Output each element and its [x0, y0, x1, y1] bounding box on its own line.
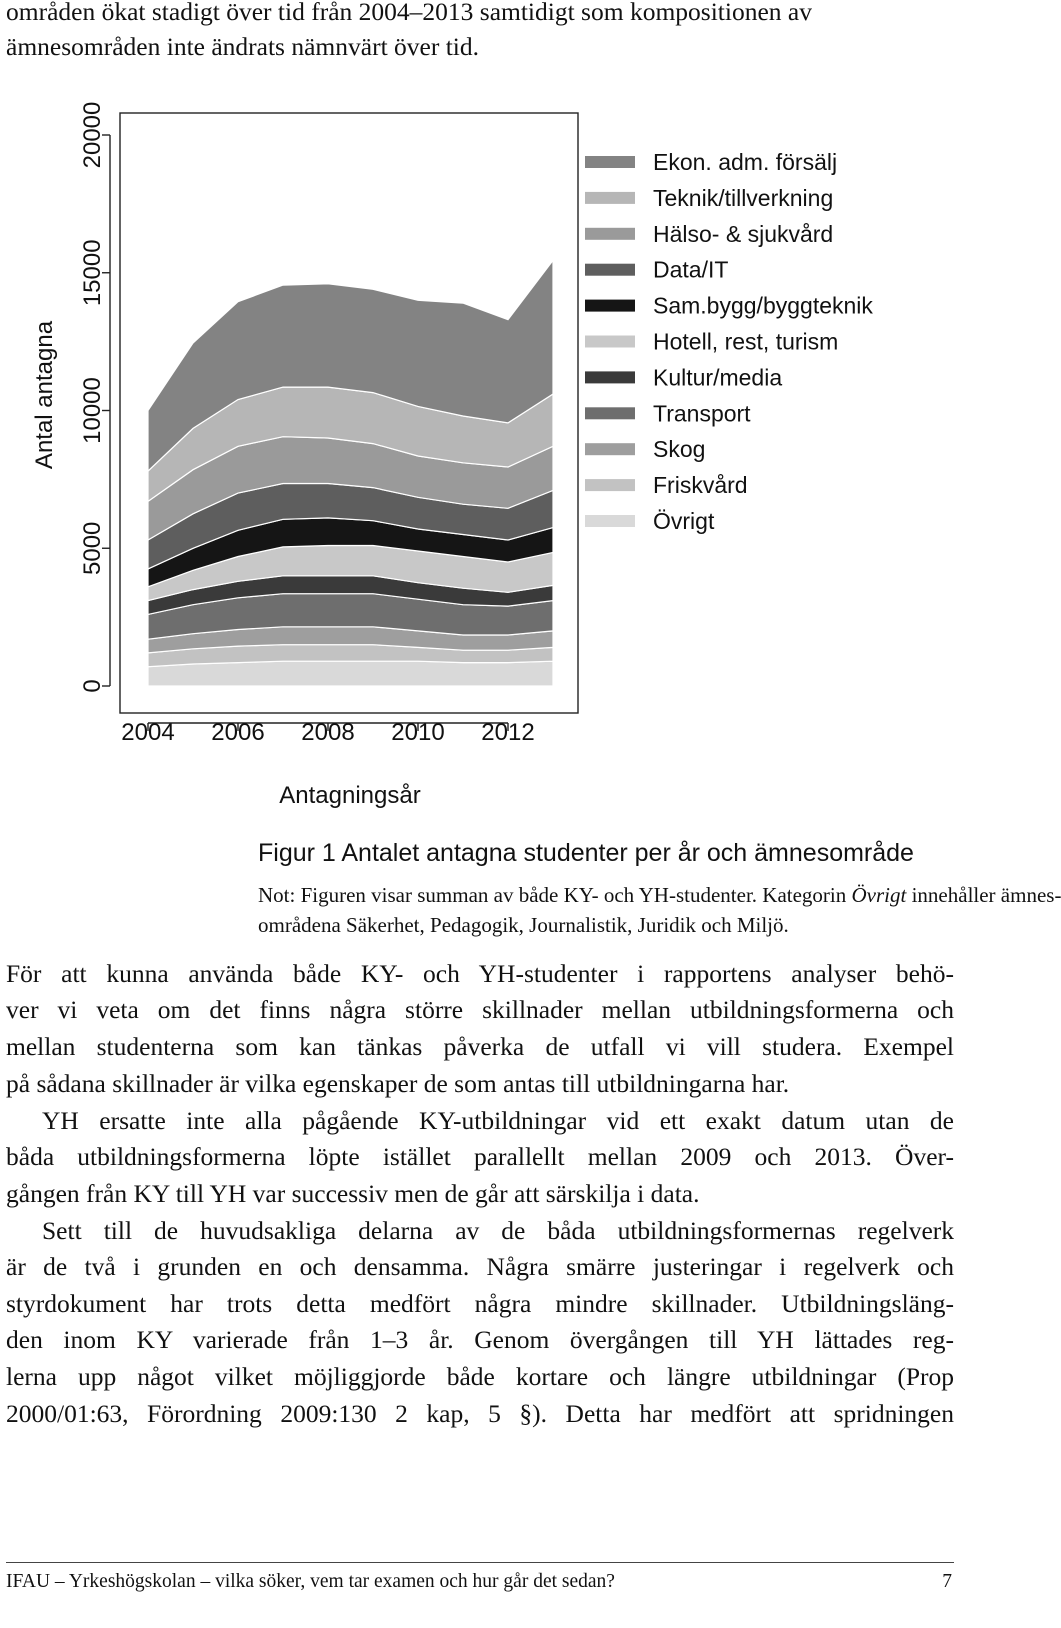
legend-label: Övrigt [653, 508, 715, 534]
body-line: ver vi veta om det finns några större skillnader mellan utbildningsformerna och [6, 995, 954, 1024]
footer-rule [6, 1562, 954, 1563]
y-tick-label: 5000 [79, 521, 106, 575]
body-line: mellan studenterna som kan tänkas påverka de utfall vi vill studera. Exempel [6, 1032, 954, 1061]
x-axis-label: Antagningsår [279, 782, 421, 809]
text-line: områden ökat stadigt över tid från 2004–2013 samtidigt som kompositionen av [6, 0, 812, 26]
legend-label: Kultur/media [653, 364, 783, 391]
legend-swatch [585, 371, 635, 383]
body-line: YH ersatte inte alla pågående KY-utbildningar vid ett exakt datum utan de [42, 1106, 954, 1135]
legend-swatch [585, 515, 635, 527]
legend-swatch [585, 264, 635, 276]
area--vrigt [148, 661, 553, 686]
figure-note-line: områdena Säkerhet, Pedagogik, Journalistik, Juridik och Miljö. [258, 913, 789, 937]
chart-series-areas [148, 260, 553, 686]
x-tick-label: 2004 [121, 719, 175, 746]
legend-label: Teknik/tillverkning [653, 184, 834, 211]
x-tick-label: 2008 [301, 719, 355, 746]
legend-swatch [585, 300, 635, 312]
y-tick-label: 20000 [79, 101, 106, 169]
text-line: ämnesområden inte ändrats nämnvärt över tid. [6, 32, 480, 61]
x-axis [121, 719, 534, 746]
body-line: 2000/01:63, Förordning 2009:130 2 kap, 5 §). Detta har medfört att spridningen [6, 1399, 954, 1428]
y-tick-label: 15000 [79, 239, 106, 307]
legend-swatch [585, 336, 635, 348]
x-tick-label: 2012 [481, 719, 535, 746]
stacked-area-chart [20, 95, 940, 835]
body-line: den inom KY varierade från 1–3 år. Genom övergången till YH lättades reg- [6, 1325, 954, 1354]
legend-label: Hotell, rest, turism [653, 328, 839, 355]
body-line: Sett till de huvudsakliga delarna av de båda utbildningsformernas regelverk [42, 1216, 954, 1245]
legend-label: Ekon. adm. försälj [653, 149, 838, 175]
legend-label: Hälso- & sjukvård [653, 220, 834, 247]
body-line: styrdokument har trots detta medfört några mindre skillnader. Utbildningsläng- [6, 1289, 954, 1318]
legend-label: Data/IT [653, 256, 729, 283]
y-axis [79, 102, 110, 693]
legend-swatch [585, 407, 635, 419]
page-number: 7 [942, 1571, 952, 1592]
y-tick-label: 0 [79, 679, 106, 693]
body-line: lerna upp något vilket möjliggjorde både kortare och längre utbildningar (Prop [6, 1362, 954, 1391]
legend-swatch [585, 192, 635, 204]
body-line: på sådana skillnader är vilka egenskaper de som antas till utbildningarna har. [6, 1069, 790, 1098]
body-line: båda utbildningsformerna löpte istället parallellt mellan 2009 och 2013. Över- [6, 1142, 954, 1171]
body-line: är de två i grunden en och densamma. Några smärre justeringar i regelverk och [6, 1252, 954, 1281]
running-footer: IFAU – Yrkeshögskolan – vilka söker, vem tar examen och hur går det sedan? [6, 1571, 615, 1592]
y-axis-label: Antal antagna [31, 320, 58, 470]
legend-swatch [585, 156, 635, 168]
x-tick-label: 2010 [391, 719, 445, 746]
legend-label: Friskvård [653, 472, 748, 499]
y-tick-label: 10000 [79, 377, 106, 444]
legend-swatch [585, 228, 635, 240]
legend-label: Transport [653, 400, 751, 427]
figure-note-italic: Övrigt [851, 883, 907, 907]
legend-swatch [585, 479, 635, 491]
figure-note-suffix: innehåller ämnes- [911, 883, 1061, 907]
body-line: För att kunna använda både KY- och YH-studenter i rapportens analyser behö- [6, 959, 954, 988]
figure-note-prefix: Not: Figuren visar summan av både KY- och YH-studenter. Kategorin [258, 883, 847, 907]
figure-note [258, 880, 1061, 910]
legend-swatch [585, 443, 635, 455]
x-tick-label: 2006 [211, 719, 265, 746]
legend-label: Skog [653, 436, 706, 463]
chart-legend [585, 149, 873, 534]
figure-caption: Figur 1 Antalet antagna studenter per år och ämnesområde [258, 839, 914, 867]
legend-label: Sam.bygg/byggteknik [653, 292, 873, 319]
body-line: gången från KY till YH var successiv men de går att särskilja i data. [6, 1179, 700, 1208]
